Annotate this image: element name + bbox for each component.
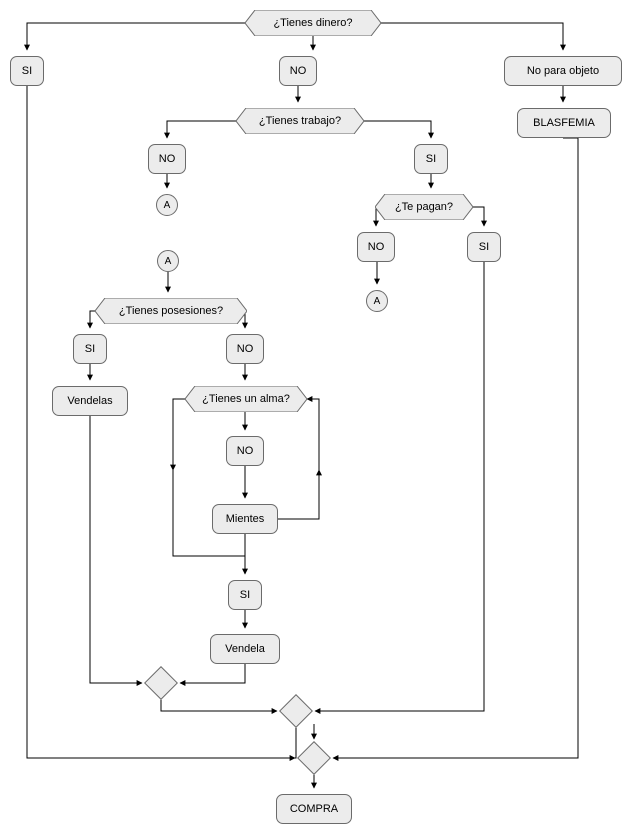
node-label: No para objeto <box>526 64 600 77</box>
decision-tienes-dinero[interactable] <box>245 10 381 36</box>
node-label: NO <box>236 342 254 355</box>
node-label: Mientes <box>225 512 265 525</box>
decision-tienes-un-alma[interactable] <box>185 386 307 412</box>
node-label: Vendelas <box>67 394 113 407</box>
node-label: SI <box>84 342 96 355</box>
connector-a-1[interactable] <box>156 194 178 216</box>
decision-te-pagan[interactable] <box>375 194 473 220</box>
node-vendela[interactable] <box>210 634 280 664</box>
node-label: SI <box>21 64 33 77</box>
node-label: Vendela <box>225 642 265 655</box>
node-no-para-objeto[interactable] <box>504 56 622 86</box>
node-label: ¿Te pagan? <box>394 200 454 213</box>
node-label: NO <box>367 240 385 253</box>
node-label: A <box>373 295 381 307</box>
connector-a-2[interactable] <box>366 290 388 312</box>
node-label: NO <box>236 444 254 457</box>
node-label: ¿Tienes dinero? <box>273 16 353 29</box>
node-label: BLASFEMIA <box>533 116 595 129</box>
node-label: SI <box>239 588 251 601</box>
node-si-posesiones[interactable] <box>73 334 107 364</box>
node-no-posesiones[interactable] <box>226 334 264 364</box>
node-label: COMPRA <box>289 802 339 815</box>
node-label: ¿Tienes un alma? <box>202 392 290 405</box>
node-no-pagan[interactable] <box>357 232 395 262</box>
node-label: SI <box>478 240 490 253</box>
node-label: A <box>163 199 171 211</box>
decision-tienes-posesiones[interactable] <box>95 298 247 324</box>
node-blasfemia[interactable] <box>517 108 611 138</box>
node-no-dinero[interactable] <box>279 56 317 86</box>
node-no-trabajo[interactable] <box>148 144 186 174</box>
node-si-trabajo[interactable] <box>414 144 448 174</box>
node-si-pagan[interactable] <box>467 232 501 262</box>
node-label: ¿Tienes trabajo? <box>258 114 342 127</box>
node-label: ¿Tienes posesiones? <box>118 304 224 317</box>
node-si-alma[interactable] <box>228 580 262 610</box>
node-label: NO <box>158 152 176 165</box>
node-no-alma[interactable] <box>226 436 264 466</box>
node-label: NO <box>289 64 307 77</box>
node-compra[interactable] <box>276 794 352 824</box>
node-si-dinero[interactable] <box>10 56 44 86</box>
decision-tienes-trabajo[interactable] <box>236 108 364 134</box>
node-label: A <box>164 255 172 267</box>
node-label: SI <box>425 152 437 165</box>
connector-a-target[interactable] <box>157 250 179 272</box>
node-mientes[interactable] <box>212 504 278 534</box>
node-vendelas[interactable] <box>52 386 128 416</box>
